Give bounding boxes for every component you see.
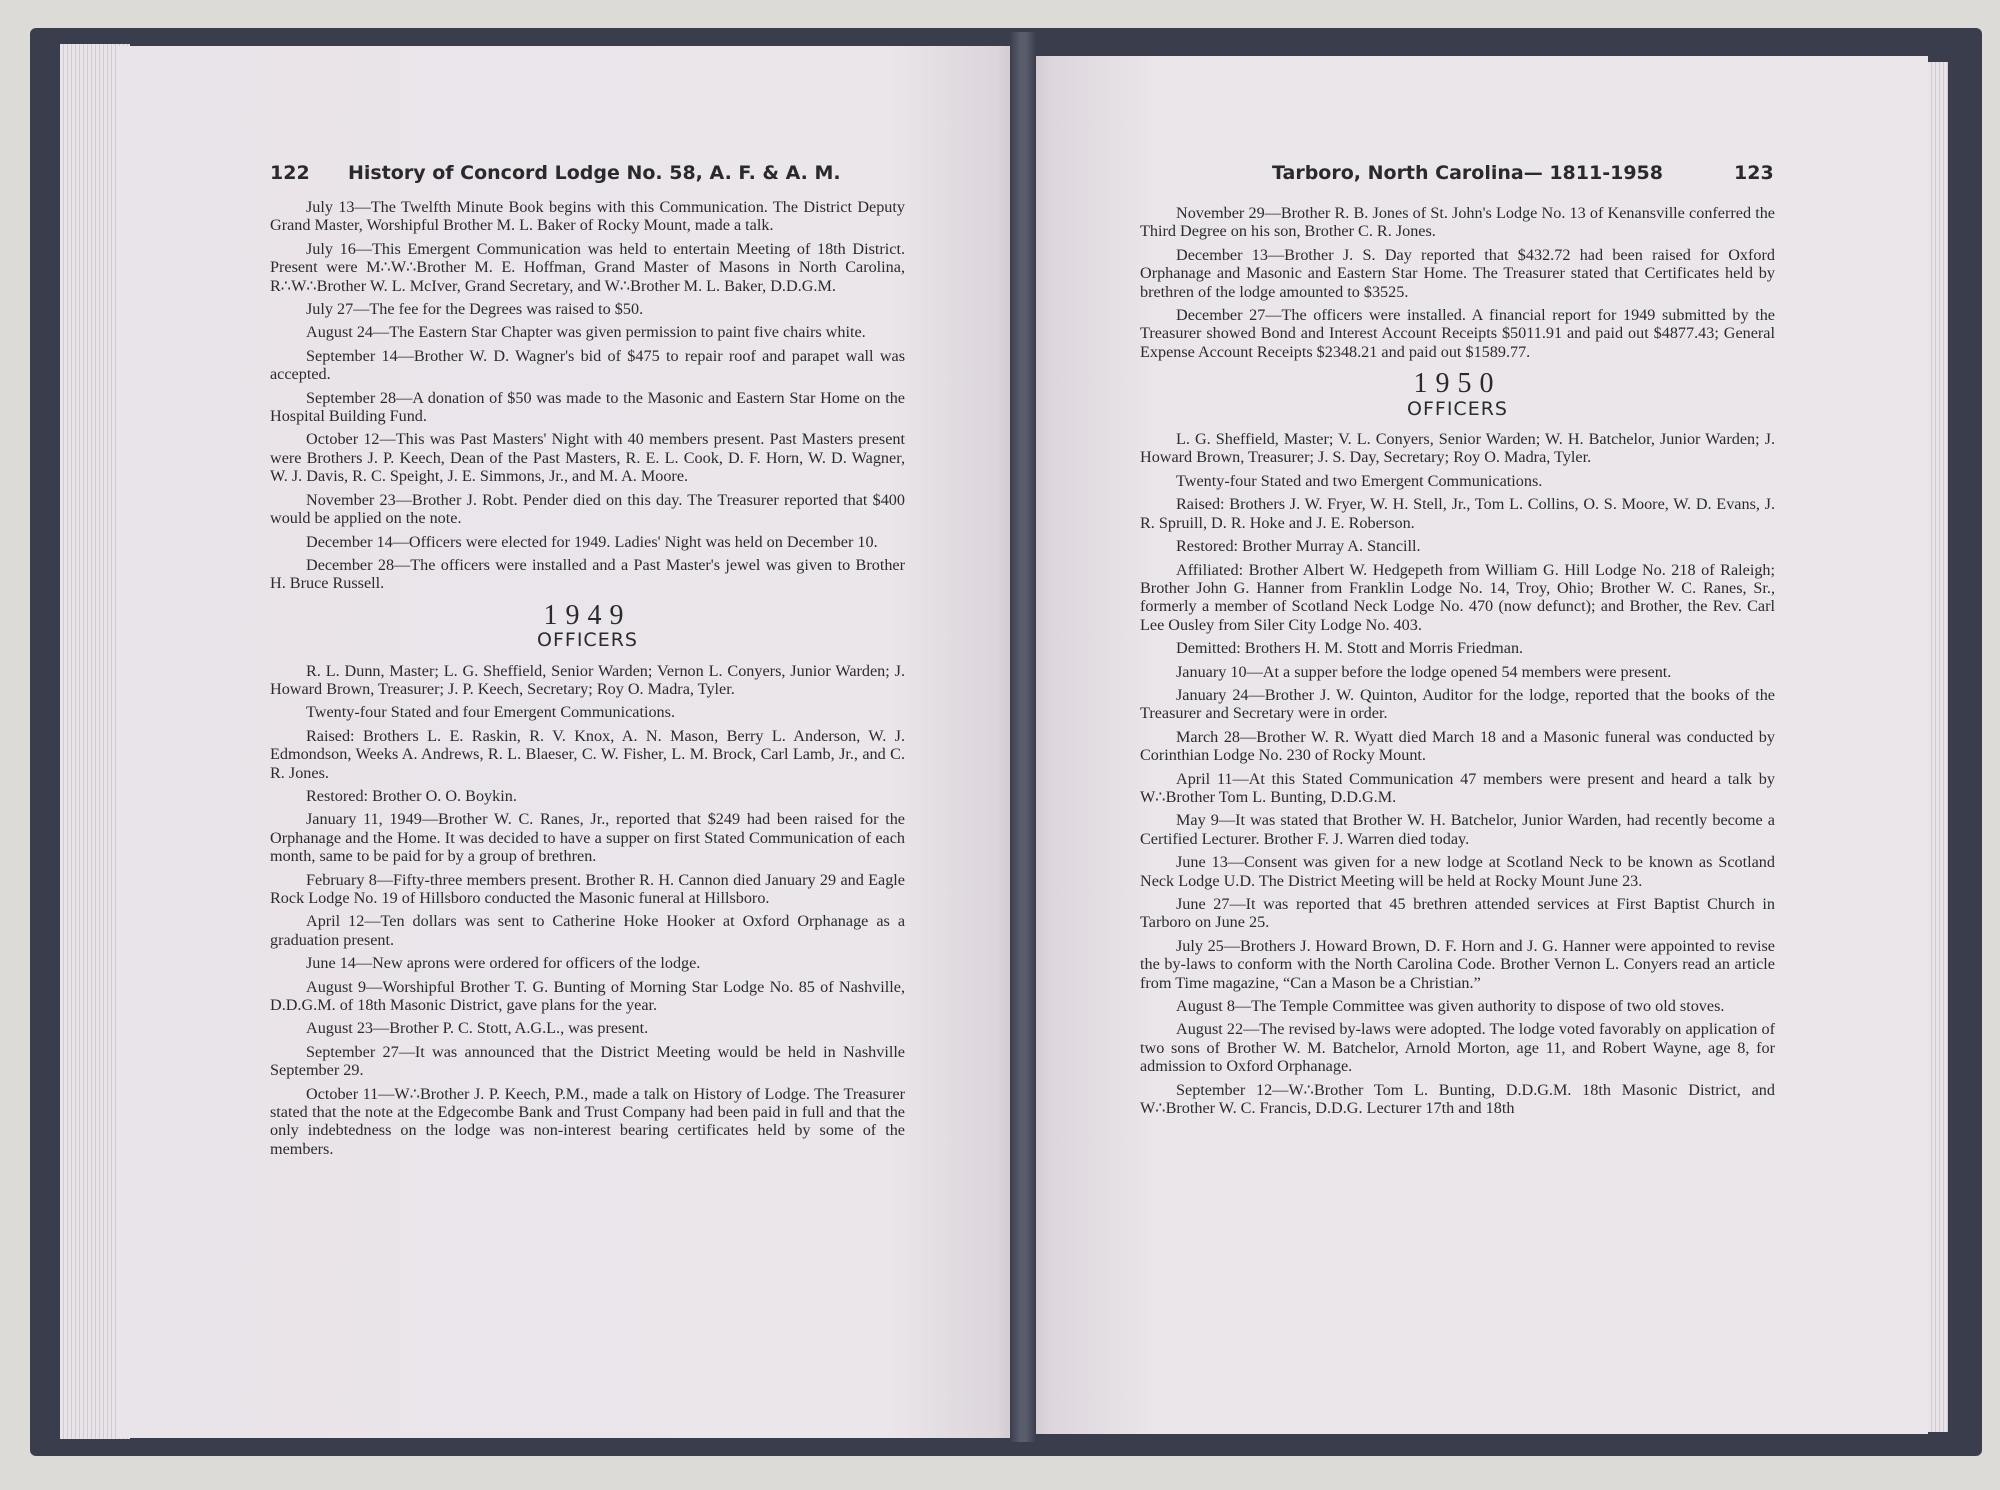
right-entries-after — [1140, 430, 1775, 1117]
entry-paragraph: March 28—Brother W. R. Wyatt died March 18 and a Masonic funeral was conducted by Corinthian Lodge No. 230 of Rocky Mount. — [1140, 727, 1775, 765]
entry-paragraph: July 27—The fee for the Degrees was raised to $50. — [306, 300, 644, 319]
entry-paragraph: Twenty-four Stated and two Emergent Communications. — [1176, 471, 1543, 490]
entry-paragraph: October 12—This was Past Masters' Night with 40 members present. Past Masters present were Brothers J. P. Keech, Dean of the Past Masters, R. E. L. Cook, D. F. Horn, W. D. Wagner, W. J. Davis, R. C. Speight, J. E. Simmons, Jr., and M. A. Moore. — [270, 430, 905, 486]
entry-paragraph: Restored: Brother O. O. Boykin. — [306, 786, 517, 805]
entry-paragraph: January 10—At a supper before the lodge opened 54 members were present. — [1176, 662, 1672, 681]
entry-paragraph: June 27—It was reported that 45 brethren attended services at First Baptist Church in Tarboro on June 25. — [1140, 895, 1775, 932]
left-entries-before — [270, 198, 905, 593]
entry-paragraph: November 29—Brother R. B. Jones of St. John's Lodge No. 13 of Kenansville conferred the Third Degree on his son, Brother C. R. Jones. — [1140, 204, 1775, 241]
entry-paragraph: September 28—A donation of $50 was made to the Masonic and Eastern Star Home on the Hospital Building Fund. — [270, 388, 905, 426]
entry-paragraph: February 8—Fifty-three members present. Brother R. H. Cannon died January 29 and Eagle Rock Lodge No. 19 of Hillsboro conducted the Masonic funeral at Hillsboro. — [270, 870, 905, 907]
entry-paragraph: July 13—The Twelfth Minute Book begins with this Communication. The District Deputy Grand Master, Worshipful Brother M. L. Baker of Rocky Mount, made a talk. — [270, 198, 905, 235]
entry-paragraph: Raised: Brothers L. E. Raskin, R. V. Knox, A. N. Mason, Berry L. Anderson, W. J. Edmondson, Weeks A. Andrews, R. L. Blaeser, C. W. Fisher, L. M. Brock, Carl Lamb, Jr., and C. R. Jones. — [270, 726, 905, 782]
entry-paragraph: R. L. Dunn, Master; L. G. Sheffield, Senior Warden; Vernon L. Conyers, Junior Warden; J. Howard Brown, Treasurer; J. P. Keech, Secretary; Roy O. Madra, Tyler. — [270, 661, 905, 698]
entry-paragraph: Demitted: Brothers H. M. Stott and Morris Friedman. — [1176, 639, 1524, 658]
left-entries-after — [270, 662, 905, 1159]
entry-paragraph: September 14—Brother W. D. Wagner's bid of $475 to repair roof and parapet wall was accepted. — [270, 346, 905, 384]
entry-paragraph: January 24—Brother J. W. Quinton, Auditor for the lodge, reported that the books of the Treasurer and Secretary were in order. — [1140, 685, 1775, 723]
entry-paragraph: September 27—It was announced that the District Meeting would be held in Nashville September 29. — [270, 1042, 905, 1080]
right-running-head: Tarboro, North Carolina— 1811-1958 — [1272, 162, 1663, 184]
entry-paragraph: August 24—The Eastern Star Chapter was given permission to paint five chairs white. — [306, 323, 866, 342]
entry-paragraph: August 23—Brother P. C. Stott, A.G.L., was present. — [306, 1019, 649, 1038]
left-running-head: History of Concord Lodge No. 58, A. F. & A. M. — [348, 162, 841, 184]
entry-paragraph: Restored: Brother Murray A. Stancill. — [1176, 537, 1421, 556]
entry-paragraph: June 13—Consent was given for a new lodge at Scotland Neck to be known as Scotland Neck Lodge U.D. The District Meeting will be held at Rocky Mount June 23. — [1140, 853, 1775, 890]
entry-paragraph: April 12—Ten dollars was sent to Catherine Hoke Hooker at Oxford Orphanage as a graduation present. — [270, 912, 905, 949]
officers-heading: OFFICERS — [1407, 397, 1508, 420]
entry-paragraph: August 9—Worshipful Brother T. G. Bunting of Morning Star Lodge No. 85 of Nashville, D.D.G.M. of 18th Masonic District, gave plans for the year. — [270, 977, 905, 1015]
entry-paragraph: December 27—The officers were installed. A financial report for 1949 submitted by the Treasurer showed Bond and Interest Account Receipts $5011.91 and paid out $4877.43; General Expense Account Receipts $2348.21 and paid out $1589.77. — [1140, 306, 1775, 361]
right-page-number: 123 — [1734, 162, 1774, 184]
entry-paragraph: Twenty-four Stated and four Emergent Communications. — [306, 703, 675, 722]
entry-paragraph: April 11—At this Stated Communication 47 members were present and heard a talk by W∴Brother Tom L. Bunting, D.D.G.M. — [1140, 769, 1775, 806]
entry-paragraph: October 11—W∴Brother J. P. Keech, P.M., made a talk on History of Lodge. The Treasurer stated that the note at the Edgecombe Bank and Trust Company had been paid in full and that the only indebtedness on the lodge was non-interest bearing certificates held by some of the members. — [270, 1084, 905, 1158]
entry-paragraph: August 8—The Temple Committee was given authority to dispose of two old stoves. — [1176, 997, 1725, 1016]
entry-paragraph: Affiliated: Brother Albert W. Hedgepeth from William G. Hill Lodge No. 218 of Raleigh; Brother John G. Hanner from Franklin Lodge No. 14, Troy, Ohio; Brother W. C. Ranes, Sr., formerly a member of Scotland Neck Lodge No. 470 (now defunct); and Brother, the Rev. Carl Lee Ousley from Siler City Lodge No. 403. — [1140, 560, 1775, 634]
entry-paragraph: July 16—This Emergent Communication was held to entertain Meeting of 18th District. Present were M∴W∴Brother M. E. Hoffman, Grand Master of Masons in North Carolina, R∴W∴Brother W. L. McIver, Grand Secretary, and W∴Brother M. L. Baker, D.D.G.M. — [270, 239, 905, 295]
entry-paragraph: L. G. Sheffield, Master; V. L. Conyers, Senior Warden; W. H. Batchelor, Junior Warden; J. Howard Brown, Treasurer; J. S. Day, Secretary; Roy O. Madra, Tyler. — [1140, 430, 1775, 467]
left-page-number: 122 — [270, 162, 310, 184]
entry-paragraph: December 28—The officers were installed and a Past Master's jewel was given to Brother H. Bruce Russell. — [270, 555, 905, 593]
year-heading-1950: 1950 — [1413, 368, 1502, 400]
year-heading-1949: 1949 — [543, 599, 632, 631]
entry-paragraph: May 9—It was stated that Brother W. H. Batchelor, Junior Warden, had recently become a Certified Lecturer. Brother F. J. Warren died today. — [1140, 811, 1775, 848]
officers-heading: OFFICERS — [537, 629, 638, 652]
book-spine-gutter — [1010, 32, 1036, 1442]
right-entries-before — [1140, 204, 1775, 361]
entry-paragraph: June 14—New aprons were ordered for officers of the lodge. — [306, 954, 701, 973]
entry-paragraph: November 23—Brother J. Robt. Pender died on this day. The Treasurer reported that $400 would be applied on the note. — [270, 490, 905, 528]
right-page-text — [1140, 204, 1775, 1122]
entry-paragraph: August 22—The revised by-laws were adopted. The lodge voted favorably on application of two sons of Brother W. M. Batchelor, Arnold Morton, age 11, and Robert Wayne, age 8, for admission to Oxford Orphanage. — [1140, 1020, 1775, 1076]
left-page-text — [270, 198, 905, 1163]
entry-paragraph: January 11, 1949—Brother W. C. Ranes, Jr., reported that $249 had been raised for the Orphanage and the Home. It was decided to have a supper on first Stated Communication of each month, same to be paid for by a group of brethren. — [270, 810, 905, 866]
entry-paragraph: Raised: Brothers J. W. Fryer, W. H. Stell, Jr., Tom L. Collins, O. S. Moore, W. D. Evans, J. R. Spruill, D. R. Hoke and J. E. Roberson. — [1140, 495, 1775, 532]
entry-paragraph: December 14—Officers were elected for 1949. Ladies' Night was held on December 10. — [306, 532, 878, 551]
entry-paragraph: July 25—Brothers J. Howard Brown, D. F. Horn and J. G. Hanner were appointed to revise the by-laws to conform with the North Carolina Code. Brother Vernon L. Conyers read an article from Time magazine, “Can a Mason be a Christian.” — [1140, 936, 1775, 992]
entry-paragraph: December 13—Brother J. S. Day reported that $432.72 had been raised for Oxford Orphanage and Masonic and Eastern Star Home. The Treasurer stated that Certificates held by brethren of the lodge amounted to $3525. — [1140, 245, 1775, 301]
entry-paragraph: September 12—W∴Brother Tom L. Bunting, D.D.G.M. 18th Masonic District, and W∴Brother W. C. Francis, D.D.G. Lecturer 17th and 18th — [1140, 1080, 1775, 1118]
